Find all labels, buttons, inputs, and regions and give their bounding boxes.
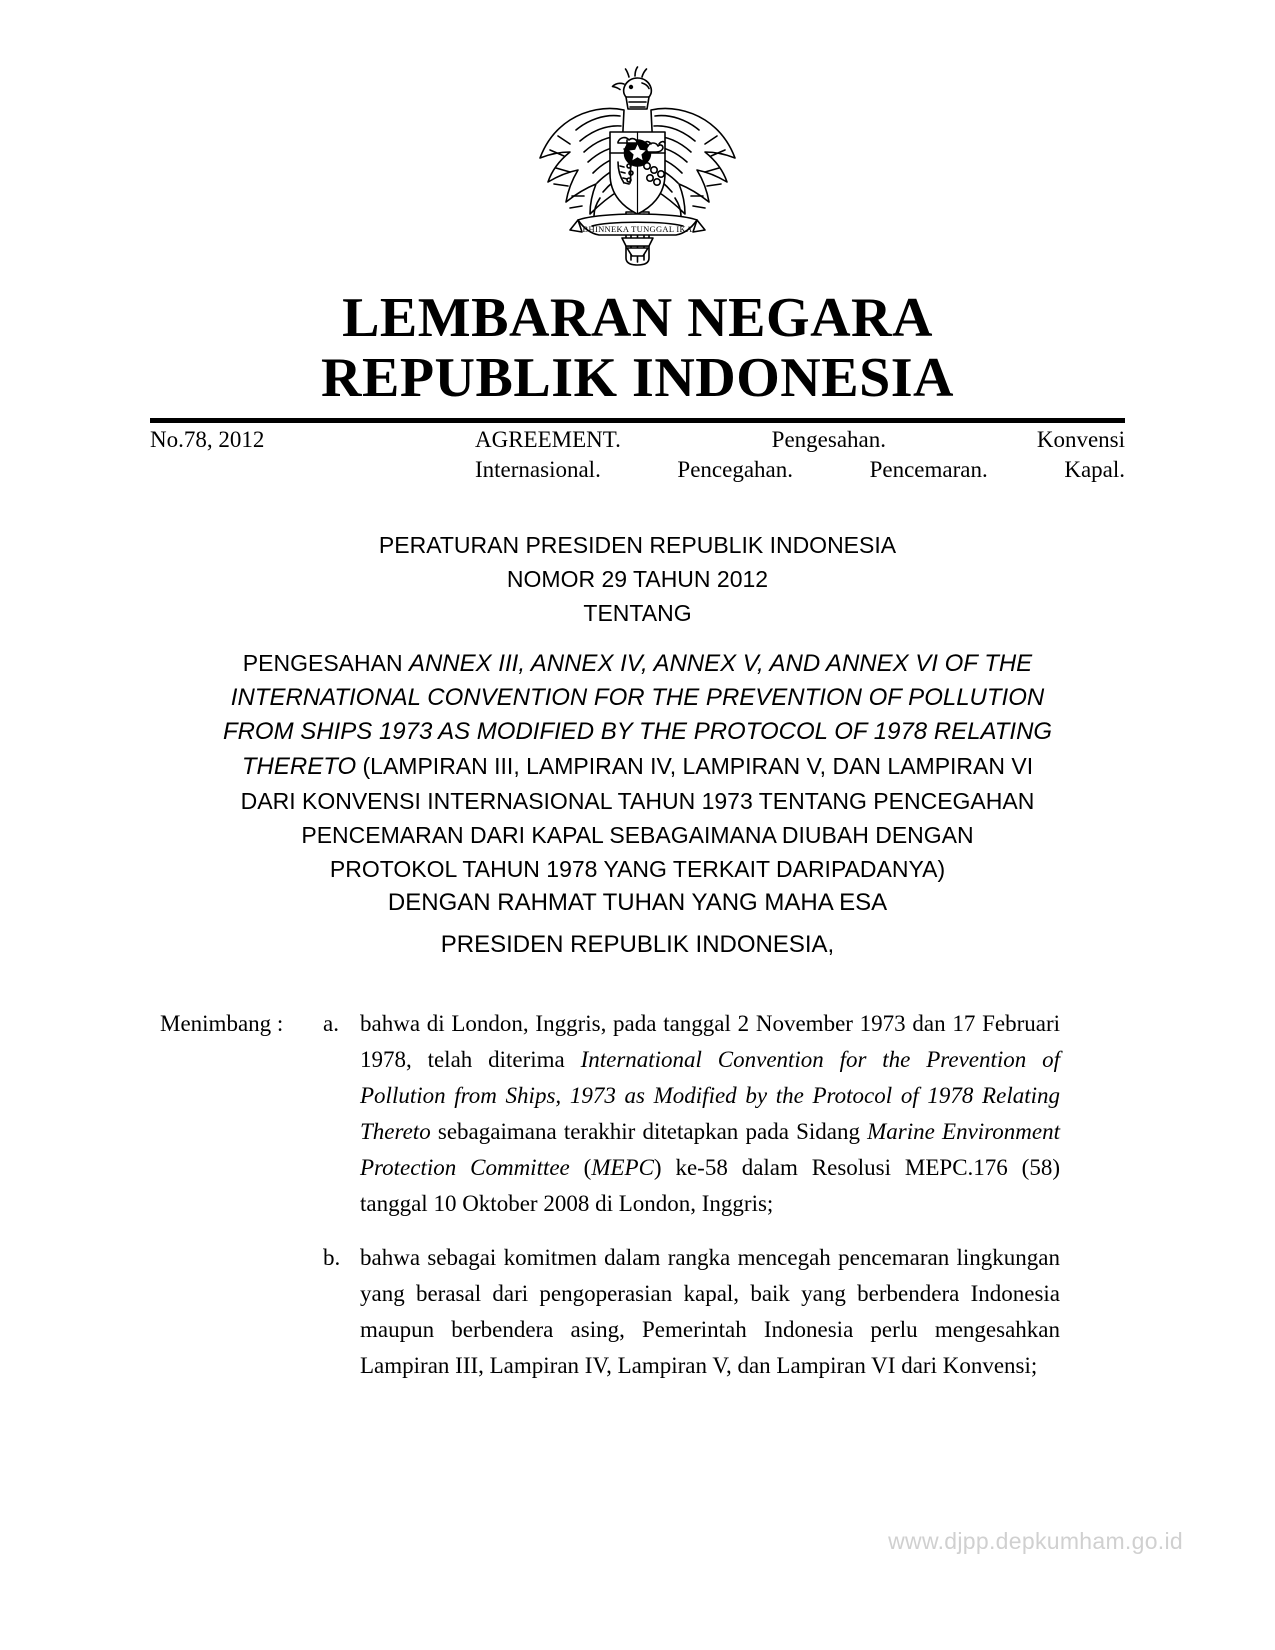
title-line-tentang: TENTANG — [583, 600, 692, 626]
masthead-divider — [150, 418, 1125, 423]
gazette-keywords-line-2: Internasional. Pencegahan. Pencemaran. Kapal. — [475, 457, 1125, 482]
considerations-block — [160, 1006, 1060, 1402]
title-body-line-3: FROM SHIPS 1973 AS MODIFIED BY THE PROTOCOL OF 1978 RELATING — [222, 718, 1053, 745]
considerations-label: Menimbang : — [160, 1011, 284, 1036]
clause-text: bahwa sebagai komitmen dalam rangka mencegah pencemaran lingkungan yang berasal dari pengoperasian kapal, baik yang berbendera Indonesia maupun berbendera asing, Pemerintah Indonesia perlu mengesahkan Lampiran III, Lampiran IV, Lampiran V, dan Lampiran VI dari Konvensi; — [360, 1245, 1060, 1378]
clause-marker: a. — [323, 1011, 339, 1036]
invocation-line-rahmat: DENGAN RAHMAT TUHAN YANG MAHA ESA — [387, 889, 888, 916]
title-body-line-4 — [110, 749, 1165, 784]
title-gap — [110, 630, 1165, 646]
title-body-line-1 — [110, 646, 1165, 681]
svg-text:BHINNEKA TUNGGAL IKA: BHINNEKA TUNGGAL IKA — [582, 224, 693, 234]
title-line-institution: PERATURAN PRESIDEN REPUBLIK INDONESIA — [378, 532, 897, 558]
gazette-number: No.78, 2012 — [150, 427, 265, 452]
masthead — [0, 288, 1275, 408]
invocation-line-presiden: PRESIDEN REPUBLIK INDONESIA, — [440, 931, 835, 958]
clause-item — [160, 1006, 1060, 1222]
gazette-keywords-line-1: AGREEMENT. Pengesahan. Konvensi — [475, 427, 1125, 452]
title-line-number: NOMOR 29 TAHUN 2012 — [506, 566, 769, 592]
regulation-title-block — [110, 528, 1165, 886]
title-pengesahan-word: PENGESAHAN — [242, 650, 409, 676]
masthead-line-1: LEMBARAN NEGARA — [342, 287, 933, 349]
emblem-container — [0, 62, 1275, 272]
footer-watermark: www.djpp.depkumham.go.id — [888, 1528, 1183, 1554]
garuda-pancasila-emblem — [530, 62, 745, 267]
gazette-keywords — [475, 425, 1125, 485]
title-body-line-2: INTERNATIONAL CONVENTION FOR THE PREVENTION OF POLLUTION — [230, 684, 1045, 711]
clause-item — [160, 1240, 1060, 1384]
clause-marker: b. — [323, 1245, 341, 1270]
title-thereto-word: THERETO — [241, 753, 357, 780]
title-lampiran-list: (LAMPIRAN III, LAMPIRAN IV, LAMPIRAN V, DAN LAMPIRAN VI — [356, 753, 1034, 779]
title-body-line-6: PENCEMARAN DARI KAPAL SEBAGAIMANA DIUBAH DENGAN — [301, 822, 974, 848]
masthead-line-2: REPUBLIK INDONESIA — [321, 347, 954, 409]
title-body-line-5: DARI KONVENSI INTERNASIONAL TAHUN 1973 TENTANG PENCEGAHAN — [240, 788, 1035, 814]
title-body-line-7: PROTOKOL TAHUN 1978 YANG TERKAIT DARIPADANYA) — [329, 856, 946, 882]
invocation-block — [110, 882, 1165, 966]
title-annex-list: ANNEX III, ANNEX IV, ANNEX V, AND ANNEX VI OF THE — [408, 650, 1033, 677]
clause-text: bahwa di London, Inggris, pada tanggal 2 November 1973 dan 17 Februari 1978, telah diterima International Convention for the Prevention of Pollution from Ships, 1973 as Modified by the Protocol of 1978 Relating Thereto sebagaimana terakhir ditetapkan pada Sidang Marine Environment Protection Committee (MEPC) ke-58 dalam Resolusi MEPC.176 (58) tanggal 10 Oktober 2008 di London, Inggris; — [360, 1011, 1060, 1216]
